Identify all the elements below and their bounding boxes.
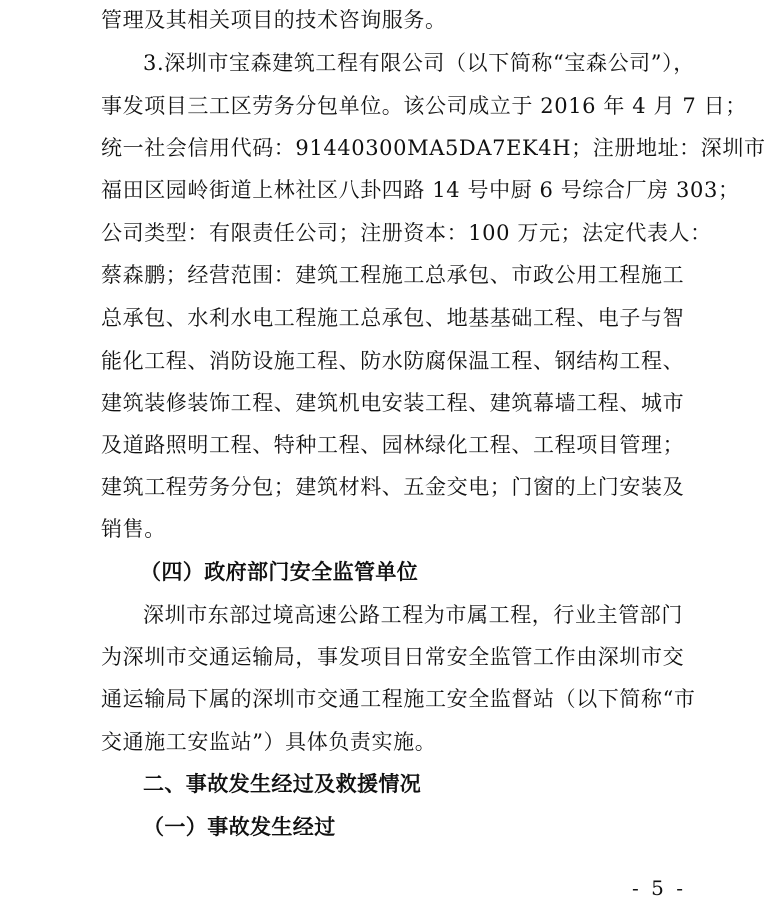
subsection-heading: （一）事故发生经过 (143, 815, 336, 839)
body-text-line: 能化工程、消防设施工程、防水防腐保温工程、钢结构工程、 (101, 349, 685, 373)
body-text-line: 事发项目三工区劳务分包单位。该公司成立于 2016 年 4 月 7 日； (101, 94, 747, 118)
body-text-line: 交通施工安监站”）具体负责实施。 (101, 730, 437, 754)
body-text-line: 公司类型：有限责任公司；注册资本：100 万元；法定代表人： (101, 221, 712, 245)
body-text-line: 通运输局下属的深圳市交通工程施工安全监督站（以下简称“市 (101, 687, 696, 711)
body-text-line: 蔡森鹏；经营范围：建筑工程施工总承包、市政公用工程施工 (101, 263, 685, 287)
body-text-line: 统一社会信用代码：91440300MA5DA7EK4H；注册地址：深圳市 (101, 136, 766, 160)
body-text-line: 深圳市东部过境高速公路工程为市属工程，行业主管部门 (143, 603, 683, 627)
body-text-line: 3.深圳市宝森建筑工程有限公司（以下简称“宝森公司”）， (143, 51, 695, 75)
body-text-line: 销售。 (101, 517, 166, 541)
body-text-line: 总承包、水利水电工程施工总承包、地基基础工程、电子与智 (101, 306, 685, 330)
body-text-line: 福田区园岭街道上林社区八卦四路 14 号中厨 6 号综合厂房 303； (101, 178, 740, 202)
chapter-heading: 二、事故发生经过及救援情况 (143, 772, 422, 796)
page-number: - 5 - (632, 876, 686, 900)
body-text-line: 为深圳市交通运输局，事发项目日常安全监管工作由深圳市交 (101, 645, 685, 669)
body-text-line: 管理及其相关项目的技术咨询服务。 (101, 8, 447, 32)
body-text-line: 及道路照明工程、特种工程、园林绿化工程、工程项目管理； (101, 433, 685, 457)
body-text-line: 建筑工程劳务分包；建筑材料、五金交电；门窗的上门安装及 (101, 475, 685, 499)
section-heading: （四）政府部门安全监管单位 (140, 560, 419, 584)
body-text-line: 建筑装修装饰工程、建筑机电安装工程、建筑幕墙工程、城市 (101, 391, 685, 415)
